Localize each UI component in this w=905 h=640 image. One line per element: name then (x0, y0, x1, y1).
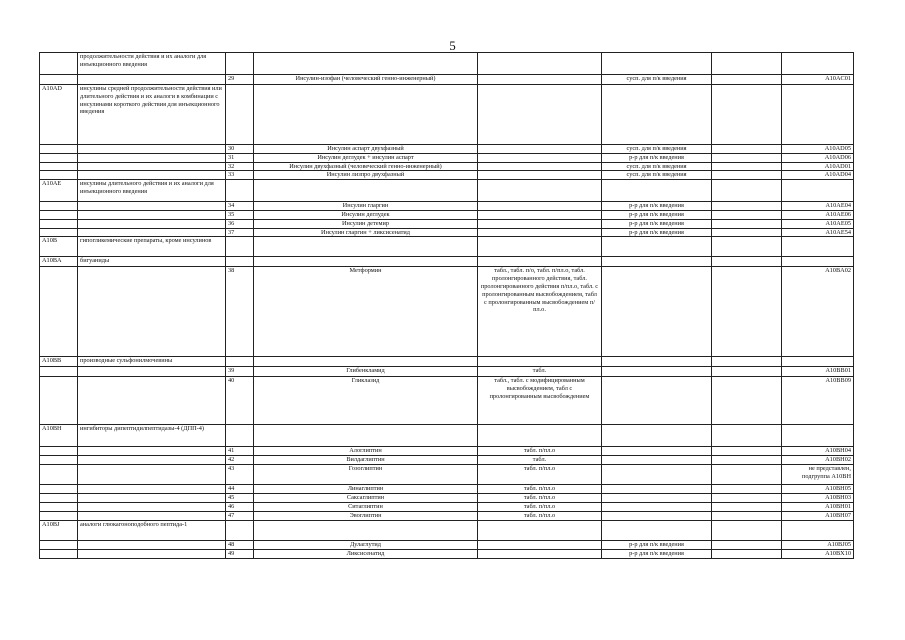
drug-row (40, 512, 854, 521)
injection-form (602, 503, 712, 512)
empty-cell (40, 456, 78, 465)
empty-cell (40, 485, 78, 494)
dosage-form (478, 219, 602, 228)
empty-cell (78, 550, 226, 559)
atc-group-code: A10BB (40, 357, 78, 367)
empty-cell (602, 257, 712, 267)
drug-name: Инсулин лизпро двухфазный (254, 171, 478, 180)
atc-group-code: A10B (40, 237, 78, 257)
atc-code: A10BH02 (782, 456, 854, 465)
drug-row (40, 228, 854, 237)
empty-cell (478, 85, 602, 145)
empty-cell (254, 521, 478, 541)
drug-name: Инсулин деглудек (254, 210, 478, 219)
empty-cell (478, 237, 602, 257)
empty-cell (78, 465, 226, 485)
atc-group-code: A10BJ (40, 521, 78, 541)
drug-name: Алоглиптин (254, 447, 478, 456)
empty-cell (40, 503, 78, 512)
dosage-form (478, 228, 602, 237)
empty-cell (254, 257, 478, 267)
drug-row (40, 210, 854, 219)
group-row (40, 180, 854, 202)
drug-row (40, 367, 854, 377)
injection-form: р-р для п/к введения (602, 228, 712, 237)
atc-group-name: бигуаниды (78, 257, 226, 267)
empty-cell (78, 202, 226, 211)
drug-name: Вилдаглиптин (254, 456, 478, 465)
atc-group-code: A10AD (40, 85, 78, 145)
empty-cell (478, 257, 602, 267)
empty-cell (712, 512, 782, 521)
empty-cell (782, 521, 854, 541)
dosage-form: табл., табл. с модифицированным высвобождением, табл с пролонгированным высвобождением (478, 377, 602, 425)
empty-cell (226, 425, 254, 447)
empty-cell (78, 447, 226, 456)
injection-form (602, 367, 712, 377)
injection-form: сусп. для п/к введения (602, 145, 712, 154)
drug-name: Гозоглиптин (254, 465, 478, 485)
drug-row (40, 75, 854, 85)
empty-cell (782, 53, 854, 75)
empty-cell (712, 257, 782, 267)
injection-form (602, 267, 712, 357)
empty-cell (712, 210, 782, 219)
empty-cell (226, 85, 254, 145)
dosage-form (478, 162, 602, 171)
empty-cell (712, 219, 782, 228)
drug-row (40, 447, 854, 456)
row-number: 44 (226, 485, 254, 494)
empty-cell (78, 485, 226, 494)
empty-cell (40, 153, 78, 162)
atc-code: A10BJ05 (782, 541, 854, 550)
empty-cell (478, 180, 602, 202)
empty-cell (40, 171, 78, 180)
empty-cell (78, 456, 226, 465)
injection-form: сусп. для п/к введения (602, 171, 712, 180)
drug-row (40, 171, 854, 180)
empty-cell (40, 219, 78, 228)
drug-row (40, 465, 854, 485)
empty-cell (782, 85, 854, 145)
atc-code: A10AE06 (782, 210, 854, 219)
row-number: 40 (226, 377, 254, 425)
empty-cell (78, 210, 226, 219)
injection-form: р-р для п/к введения (602, 202, 712, 211)
injection-form: р-р для п/к введения (602, 210, 712, 219)
atc-group-name: производные сульфонилмочевины (78, 357, 226, 367)
empty-cell (712, 485, 782, 494)
dosage-form: табл. п/пл.о (478, 485, 602, 494)
drug-row (40, 456, 854, 465)
empty-cell (254, 425, 478, 447)
empty-cell (78, 153, 226, 162)
drug-row (40, 267, 854, 357)
dosage-form: табл. п/пл.о (478, 503, 602, 512)
empty-cell (226, 521, 254, 541)
empty-cell (712, 153, 782, 162)
empty-cell (254, 53, 478, 75)
drug-name: Ситаглиптин (254, 503, 478, 512)
row-number: 41 (226, 447, 254, 456)
empty-cell (40, 162, 78, 171)
injection-form (602, 447, 712, 456)
empty-cell (782, 425, 854, 447)
drug-name: Эвоглиптин (254, 512, 478, 521)
empty-cell (78, 377, 226, 425)
atc-code: A10AD05 (782, 145, 854, 154)
atc-group-name: продолжительности действия и их аналоги для инъекционного введения (78, 53, 226, 75)
atc-group-code: A10BH (40, 425, 78, 447)
dosage-form: табл. п/пл.о (478, 465, 602, 485)
empty-cell (254, 237, 478, 257)
atc-code: A10BH03 (782, 494, 854, 503)
empty-cell (40, 541, 78, 550)
empty-cell (712, 228, 782, 237)
atc-code: A10BX10 (782, 550, 854, 559)
empty-cell (478, 425, 602, 447)
empty-cell (712, 447, 782, 456)
dosage-form (478, 210, 602, 219)
row-number: 45 (226, 494, 254, 503)
drug-row (40, 162, 854, 171)
atc-group-code: A10AE (40, 180, 78, 202)
atc-code: A10BH01 (782, 503, 854, 512)
drug-name: Инсулин деглудек + инсулин аспарт (254, 153, 478, 162)
empty-cell (478, 53, 602, 75)
empty-cell (226, 257, 254, 267)
table-body (40, 53, 854, 559)
empty-cell (40, 202, 78, 211)
injection-form: сусп. для п/к введения (602, 75, 712, 85)
empty-cell (226, 53, 254, 75)
group-row (40, 53, 854, 75)
row-number: 36 (226, 219, 254, 228)
empty-cell (78, 367, 226, 377)
drug-row (40, 485, 854, 494)
empty-cell (254, 85, 478, 145)
empty-cell (78, 503, 226, 512)
atc-group-code (40, 53, 78, 75)
drug-row (40, 202, 854, 211)
injection-form (602, 465, 712, 485)
dosage-form (478, 145, 602, 154)
row-number: 29 (226, 75, 254, 85)
empty-cell (40, 465, 78, 485)
page-number: 5 (449, 38, 456, 53)
atc-group-code: A10BA (40, 257, 78, 267)
dosage-form (478, 202, 602, 211)
dosage-form: табл., табл. п/о, табл. п/пл.о, табл. пролонгированного действия, табл. пролонгированного действия п/пл.о, табл. с пролонгированным высвобождением, табл с пролонгированным высвобождением п/пл.о. (478, 267, 602, 357)
empty-cell (78, 494, 226, 503)
empty-cell (712, 377, 782, 425)
row-number: 42 (226, 456, 254, 465)
dosage-form (478, 541, 602, 550)
atc-code: A10BB01 (782, 367, 854, 377)
row-number: 49 (226, 550, 254, 559)
empty-cell (602, 237, 712, 257)
row-number: 43 (226, 465, 254, 485)
empty-cell (712, 162, 782, 171)
group-row (40, 257, 854, 267)
atc-code: A10AE05 (782, 219, 854, 228)
empty-cell (712, 550, 782, 559)
dosage-form: табл. (478, 456, 602, 465)
dosage-form (478, 171, 602, 180)
drug-row (40, 153, 854, 162)
empty-cell (40, 210, 78, 219)
dosage-form: табл. (478, 367, 602, 377)
drug-row (40, 219, 854, 228)
injection-form: р-р для п/к введения (602, 219, 712, 228)
empty-cell (712, 521, 782, 541)
dosage-form (478, 75, 602, 85)
drug-name: Инсулин-изофан (человеческий генно-инженерный) (254, 75, 478, 85)
row-number: 38 (226, 267, 254, 357)
atc-code: A10BH05 (782, 485, 854, 494)
dosage-form: табл. п/пл.о (478, 512, 602, 521)
injection-form (602, 456, 712, 465)
empty-cell (226, 357, 254, 367)
drug-name: Инсулин детемир (254, 219, 478, 228)
injection-form: сусп. для п/к введения (602, 162, 712, 171)
empty-cell (712, 171, 782, 180)
empty-cell (602, 425, 712, 447)
row-number: 30 (226, 145, 254, 154)
empty-cell (478, 357, 602, 367)
injection-form: р-р для п/к введения (602, 153, 712, 162)
empty-cell (712, 267, 782, 357)
row-number: 37 (226, 228, 254, 237)
atc-code: A10AD01 (782, 162, 854, 171)
row-number: 47 (226, 512, 254, 521)
atc-code: A10BB09 (782, 377, 854, 425)
injection-form: р-р для п/к введения (602, 541, 712, 550)
empty-cell (712, 357, 782, 367)
atc-group-name: аналоги глюкагоноподобного пептида-1 (78, 521, 226, 541)
drug-name: Ликсисенатид (254, 550, 478, 559)
empty-cell (40, 377, 78, 425)
atc-group-name: инсулины длительного действия и их аналоги для инъекционного введения (78, 180, 226, 202)
atc-code: A10BH07 (782, 512, 854, 521)
empty-cell (78, 267, 226, 357)
empty-cell (712, 494, 782, 503)
drug-name: Саксаглиптин (254, 494, 478, 503)
atc-code: A10AE54 (782, 228, 854, 237)
empty-cell (782, 180, 854, 202)
empty-cell (478, 521, 602, 541)
injection-form: р-р для п/к введения (602, 550, 712, 559)
empty-cell (40, 512, 78, 521)
empty-cell (40, 367, 78, 377)
row-number: 33 (226, 171, 254, 180)
row-number: 34 (226, 202, 254, 211)
drug-name: Линаглиптин (254, 485, 478, 494)
empty-cell (40, 447, 78, 456)
empty-cell (712, 541, 782, 550)
empty-cell (40, 550, 78, 559)
row-number: 32 (226, 162, 254, 171)
empty-cell (712, 75, 782, 85)
empty-cell (40, 145, 78, 154)
drug-row (40, 550, 854, 559)
atc-code: A10BA02 (782, 267, 854, 357)
empty-cell (712, 465, 782, 485)
empty-cell (712, 85, 782, 145)
atc-code: A10AD06 (782, 153, 854, 162)
drug-name: Дулаглутид (254, 541, 478, 550)
empty-cell (78, 162, 226, 171)
group-row (40, 425, 854, 447)
empty-cell (78, 171, 226, 180)
drug-row (40, 541, 854, 550)
empty-cell (712, 456, 782, 465)
atc-code: не представлен, подгруппа A10BH (782, 465, 854, 485)
empty-cell (712, 425, 782, 447)
empty-cell (226, 180, 254, 202)
empty-cell (78, 145, 226, 154)
drug-name: Инсулин гларгин (254, 202, 478, 211)
row-number: 48 (226, 541, 254, 550)
empty-cell (602, 180, 712, 202)
empty-cell (712, 503, 782, 512)
group-row (40, 357, 854, 367)
empty-cell (782, 237, 854, 257)
empty-cell (712, 237, 782, 257)
empty-cell (78, 75, 226, 85)
drug-name: Инсулин гларгин + ликсисенатид (254, 228, 478, 237)
drug-row (40, 377, 854, 425)
atc-group-name: гипогликемические препараты, кроме инсулинов (78, 237, 226, 257)
row-number: 35 (226, 210, 254, 219)
drug-name: Инсулин двухфазный (человеческий генно-инженерный) (254, 162, 478, 171)
empty-cell (712, 202, 782, 211)
drug-row (40, 494, 854, 503)
dosage-form (478, 153, 602, 162)
empty-cell (254, 357, 478, 367)
empty-cell (782, 357, 854, 367)
drug-row (40, 145, 854, 154)
empty-cell (602, 357, 712, 367)
dosage-form (478, 550, 602, 559)
empty-cell (78, 219, 226, 228)
drug-name: Глибенкламид (254, 367, 478, 377)
group-row (40, 237, 854, 257)
empty-cell (226, 237, 254, 257)
dosage-form: табл. п/пл.о (478, 494, 602, 503)
empty-cell (712, 53, 782, 75)
dosage-form: табл. п/пл.о (478, 447, 602, 456)
empty-cell (78, 228, 226, 237)
empty-cell (782, 257, 854, 267)
empty-cell (78, 512, 226, 521)
drug-row (40, 503, 854, 512)
atc-code: A10AE04 (782, 202, 854, 211)
empty-cell (78, 541, 226, 550)
empty-cell (712, 145, 782, 154)
group-row (40, 521, 854, 541)
empty-cell (40, 228, 78, 237)
row-number: 31 (226, 153, 254, 162)
injection-form (602, 377, 712, 425)
drug-name: Инсулин аспарт двухфазный (254, 145, 478, 154)
atc-code: A10BH04 (782, 447, 854, 456)
empty-cell (602, 53, 712, 75)
empty-cell (254, 180, 478, 202)
empty-cell (40, 267, 78, 357)
row-number: 46 (226, 503, 254, 512)
drug-name: Метформин (254, 267, 478, 357)
row-number: 39 (226, 367, 254, 377)
injection-form (602, 512, 712, 521)
injection-form (602, 494, 712, 503)
atc-group-name: ингибиторы дипептидилпептидазы-4 (ДПП-4) (78, 425, 226, 447)
group-row (40, 85, 854, 145)
empty-cell (602, 85, 712, 145)
drug-table (39, 52, 854, 559)
empty-cell (712, 367, 782, 377)
empty-cell (40, 494, 78, 503)
atc-code: A10AD04 (782, 171, 854, 180)
atc-code: A10AC01 (782, 75, 854, 85)
empty-cell (602, 521, 712, 541)
empty-cell (712, 180, 782, 202)
empty-cell (40, 75, 78, 85)
drug-name: Гликлазид (254, 377, 478, 425)
injection-form (602, 485, 712, 494)
atc-group-name: инсулины средней продолжительности действия или длительного действия и их аналоги в комбинации с инсулинами короткого действия для инъекционного введения (78, 85, 226, 145)
